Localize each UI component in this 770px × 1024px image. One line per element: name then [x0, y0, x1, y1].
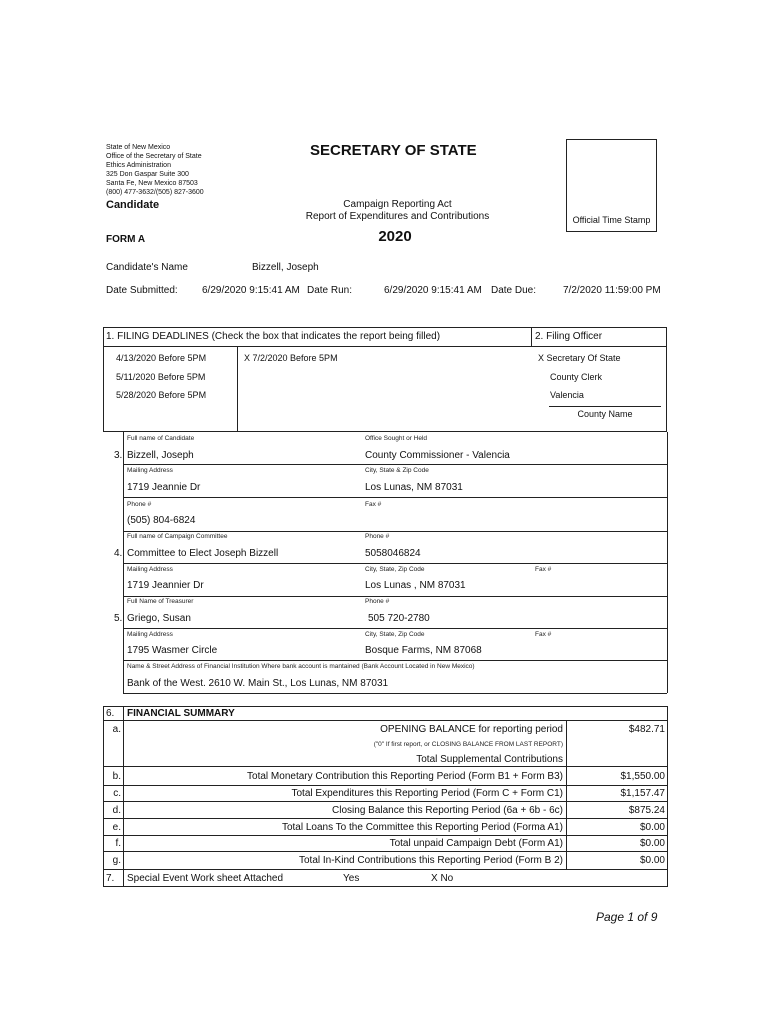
special-event-yes[interactable]: Yes [343, 873, 360, 884]
officer-option-selected[interactable]: X Secretary Of State [538, 353, 621, 363]
row-letter: b. [112, 771, 121, 782]
treasurer-name: Griego, Susan [127, 613, 191, 624]
committee-mailing: 1719 Jeannier Dr [127, 580, 204, 591]
date-submitted-value: 6/29/2020 9:15:41 AM [202, 285, 300, 296]
field-label: Phone # [365, 533, 390, 540]
section-number: 7. [106, 873, 115, 884]
summary-row-value: $1,157.47 [620, 788, 665, 799]
candidate-label: Candidate [106, 199, 160, 211]
candidate-full-name: Bizzell, Joseph [127, 450, 194, 461]
summary-row-label: Closing Balance this Reporting Period (6a + 6b - 6c) [332, 805, 563, 816]
address-line: Santa Fe, New Mexico 87503 [106, 180, 198, 187]
address-line: Ethics Administration [106, 162, 171, 169]
summary-row-label: Total Expenditures this Reporting Period (Form C + Form C1) [291, 788, 563, 799]
opening-balance-value: $482.71 [628, 724, 665, 735]
address-line: State of New Mexico [106, 144, 171, 151]
candidate-office: County Commissioner - Valencia [365, 450, 510, 461]
date-submitted-label: Date Submitted: [106, 285, 178, 296]
candidate-phone: (505) 804-6824 [127, 515, 196, 526]
row-letter: d. [112, 805, 121, 816]
report-year: 2020 [378, 228, 412, 245]
county-value: Valencia [550, 390, 584, 400]
field-label: Mailing Address [127, 566, 173, 573]
summary-row-value: $0.00 [639, 838, 665, 849]
committee-phone: 5058046824 [365, 548, 421, 559]
candidate-mailing: 1719 Jeannie Dr [127, 482, 201, 493]
supplemental-label: Total Supplemental Contributions [416, 754, 563, 765]
treasurer-mailing: 1795 Wasmer Circle [127, 645, 218, 656]
address-line: 325 Don Gaspar Suite 300 [106, 171, 189, 178]
page-number: Page 1 of 9 [596, 910, 658, 924]
field-label: Full name of Candidate [127, 435, 195, 442]
field-label: City, State, Zip Code [365, 566, 425, 573]
row-letter: g. [112, 855, 121, 866]
committee-name: Committee to Elect Joseph Bizzell [127, 548, 279, 559]
special-event-label: Special Event Work sheet Attached [127, 873, 284, 884]
address-line: (800) 477-3632/(505) 827-3600 [106, 189, 204, 196]
date-due-label: Date Due: [491, 285, 537, 296]
field-label: City, State & Zip Code [365, 467, 429, 474]
section-number: 5. [114, 613, 123, 624]
opening-balance-label: OPENING BALANCE for reporting period [380, 724, 563, 735]
row-letter: c. [113, 788, 121, 799]
summary-row-value: $1,550.00 [620, 771, 665, 782]
summary-row-label: Total Loans To the Committee this Reporting Period (Forma A1) [281, 822, 563, 833]
field-label: Mailing Address [127, 631, 173, 638]
act-line2: Report of Expenditures and Contributions [305, 211, 490, 222]
summary-row-value: $0.00 [639, 855, 665, 866]
row-letter: a. [112, 724, 121, 735]
field-label: Fax # [365, 501, 382, 508]
deadline-option[interactable]: 5/11/2020 Before 5PM [116, 372, 206, 382]
special-event-no[interactable]: X No [431, 873, 454, 884]
field-label: Full name of Campaign Committee [127, 533, 228, 540]
field-label: Office Sought or Held [365, 435, 428, 442]
summary-row-label: Total Monetary Contribution this Reporting Period (Form B1 + Form B3) [247, 771, 563, 782]
officer-option-county-clerk[interactable]: County Clerk [550, 372, 603, 382]
field-label: Phone # [365, 598, 390, 605]
financial-summary-title: FINANCIAL SUMMARY [127, 708, 235, 719]
candidate-name-label: Candidate's Name [106, 262, 188, 273]
section-number: 6. [106, 708, 115, 719]
deadline-option-selected[interactable]: X 7/2/2020 Before 5PM [244, 353, 338, 363]
field-label: City, State, Zip Code [365, 631, 425, 638]
candidate-city: Los Lunas, NM 87031 [365, 482, 463, 493]
time-stamp-label: Official Time Stamp [572, 215, 651, 225]
section-number: 3. [114, 450, 123, 461]
field-label: Phone # [127, 501, 152, 508]
field-label: Full Name of Treasurer [127, 598, 194, 605]
deadline-option[interactable]: 5/28/2020 Before 5PM [116, 390, 207, 400]
summary-row-label: Total unpaid Campaign Debt (Form A1) [389, 838, 563, 849]
committee-city: Los Lunas , NM 87031 [365, 580, 466, 591]
treasurer-phone: 505 720-2780 [368, 613, 430, 624]
form-label: FORM A [106, 234, 146, 245]
page-title: SECRETARY OF STATE [310, 142, 477, 159]
act-line1: Campaign Reporting Act [343, 199, 452, 210]
field-label: Name & Street Address of Financial Institution Where bank account is mantained (Bank Account Located in New Mexico) [127, 663, 475, 670]
field-label: Fax # [535, 631, 552, 638]
summary-row-value: $0.00 [639, 822, 665, 833]
filing-officer-header: 2. Filing Officer [535, 331, 603, 342]
deadline-option[interactable]: 4/13/2020 Before 5PM [116, 353, 207, 363]
treasurer-city: Bosque Farms, NM 87068 [365, 645, 482, 656]
row-letter: f. [115, 838, 121, 849]
filing-deadlines-header: 1. FILING DEADLINES (Check the box that indicates the report being filled) [106, 331, 441, 342]
candidate-name-value: Bizzell, Joseph [252, 262, 319, 273]
county-name-label: County Name [577, 409, 633, 419]
date-due-value: 7/2/2020 11:59:00 PM [563, 285, 661, 296]
field-label: Fax # [535, 566, 552, 573]
agency-address [106, 143, 204, 197]
row-letter: e. [112, 822, 121, 833]
address-line: Office of the Secretary of State [106, 153, 202, 160]
date-run-label: Date Run: [307, 285, 353, 296]
opening-balance-note: ("0" If first report, or CLOSING BALANCE FROM LAST REPORT) [373, 741, 563, 748]
field-label: Mailing Address [127, 467, 173, 474]
section-number: 4. [114, 548, 123, 559]
summary-row-label: Total In-Kind Contributions this Reporting Period (Form B 2) [298, 855, 563, 866]
date-run-value: 6/29/2020 9:15:41 AM [384, 285, 482, 296]
bank-address: Bank of the West. 2610 W. Main St., Los Lunas, NM 87031 [127, 678, 389, 689]
summary-row-value: $875.24 [628, 805, 665, 816]
